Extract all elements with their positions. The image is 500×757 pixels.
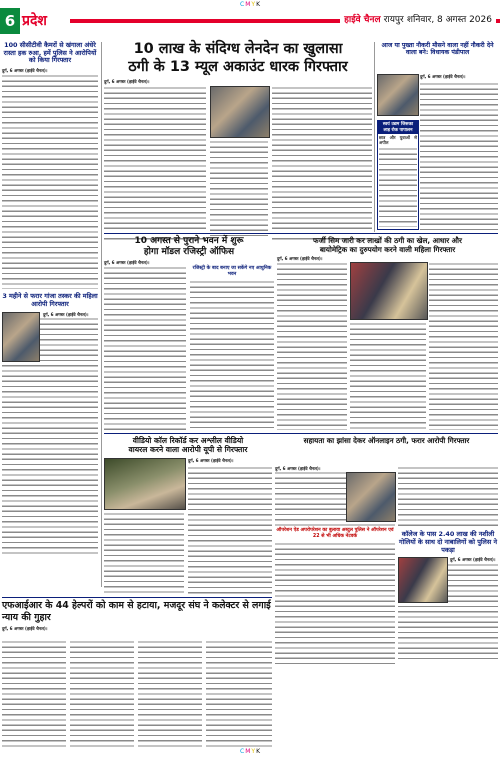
accused-group-photo (350, 262, 428, 320)
color-registration-bottom (240, 748, 261, 755)
section-title: प्रदेश (22, 13, 47, 29)
left-headline: 100 सीसीटीवी कैमरों से खंगाला अंधेरे रास्ता हक रुआ, हमें पुलिस ने आरोपियों को किया गिरफ्तार (3, 41, 97, 65)
video-call-story (104, 436, 272, 596)
story4-photo (104, 458, 186, 510)
story4-dateline: दुर्ग, 6 अगस्त (हाईवे चैनल)। (188, 458, 234, 463)
bottom-body-3 (138, 640, 202, 748)
story5-headline: सहायता का झांसा देकर ऑनलाइन ठगी, फरार आरोपी गिरफ्तार (303, 436, 470, 445)
story5-dateline: दुर्ग, 6 अगस्त (हाईवे चैनल)। (275, 466, 321, 471)
cmyk-c-bottom: C (240, 748, 246, 755)
column-divider (374, 42, 375, 232)
row-divider (104, 233, 498, 234)
right-top-body (420, 82, 498, 230)
story2-dateline: दुर्ग, 6 अगस्त (हाईवे चैनल)। (104, 260, 150, 265)
story3-body-2 (350, 322, 426, 430)
main-headline-line2: ठगी के 13 म्यूल अकाउंट धारक गिरफ्तार (128, 59, 348, 75)
cmyk-k-bottom: K (256, 748, 261, 755)
cmyk-k: K (256, 1, 261, 8)
mla-photo (377, 74, 419, 116)
story3-headline-line1: फर्जी सिम जारी कर लाखों की ठगी का खेल, आधार और (313, 236, 462, 245)
accused-woman-photo (2, 312, 40, 362)
story4-body (188, 466, 272, 594)
story6-dateline: दुर्ग, 6 अगस्त (हाईवे चैनल)। (450, 557, 496, 563)
story2-subhead: रजिस्ट्री के बाद बनाए जा सकेंगे नए आधुनिक भवन (192, 266, 272, 277)
paper-name: हाईवे चैनल (344, 15, 381, 25)
bottom-body-1 (2, 640, 66, 748)
page-number: 6 (0, 8, 20, 34)
bottom-headline: एफआईआर के 44 हेल्परों को काम से हटाया, मजदूर संघ ने कलेक्टर से लगाई न्याय की गुहार (2, 600, 271, 623)
paper-city: रायपुर (383, 15, 404, 25)
highlight-box-body (379, 147, 417, 227)
left-body-text (2, 74, 98, 289)
main-dateline: दुर्ग, 6 अगस्त (हाईवे चैनल)। (104, 79, 150, 84)
story3-headline-line2: बायोमेट्रिक का दुरुपयोग करने वाली महिला गिरफ्तार (319, 245, 456, 254)
main-story (104, 40, 372, 245)
column-divider (101, 42, 102, 587)
main-headline-line1: 10 लाख के संदिग्ध लेनदेन का खुलासा (133, 41, 343, 57)
page-header (0, 8, 500, 34)
story6-top-body (398, 466, 498, 528)
main-body-text (104, 86, 206, 241)
left-dateline: दुर्ग, 6 अगस्त (हाईवे चैनल)। (2, 67, 48, 73)
story3-body (277, 262, 347, 430)
story2-headline-line2: होगा मॉडल रजिस्ट्री ऑफिस (143, 247, 235, 257)
story3-body-3 (429, 262, 498, 430)
story5-body-2 (275, 542, 395, 667)
cmyk-y: Y (251, 1, 257, 8)
highlight-box (377, 120, 419, 230)
left-sub-headline: 3 महीने से फरार गांजा तस्कर की महिला आरोपी गिरफ्तार (2, 291, 98, 308)
cmyk-m-bottom: M (245, 748, 252, 755)
story4-headline-line1: वीडियो कॉल रिकॉर्ड कर अश्लील वीडियो (132, 436, 244, 445)
bottom-dateline: दुर्ग, 6 अगस्त (हाईवे चैनल)। (2, 626, 48, 632)
right-top-headline: आज या पुख्ता नौकरी मौसने वाला नहीं नौकरी देने वाला बने: विधायक पंडीपाल (381, 42, 494, 57)
row-divider (104, 433, 498, 434)
masthead (340, 10, 496, 30)
story3-dateline: दुर्ग, 6 अगस्त (हाईवे चैनल)। (277, 256, 323, 261)
story2-body (104, 266, 186, 431)
cmyk-m: M (245, 1, 252, 8)
paper-date: शनिवार, 8 अगस्त 2026 (406, 15, 492, 25)
bottom-story (2, 600, 274, 750)
cmyk-c: C (240, 1, 246, 8)
story2-headline-line1: 10 अगस्त से पुराने भवन में शुरू (134, 236, 244, 246)
bottom-body-2 (70, 640, 134, 748)
story4-body-2 (104, 512, 184, 594)
bottom-body-4 (206, 640, 272, 748)
left-column-story (2, 42, 98, 592)
right-top-story (377, 42, 498, 232)
highlight-box-text: छात्र और युवाओं से अपील (379, 135, 417, 146)
story5-photo (346, 472, 396, 522)
story5-subhead: ऑपरेशन ऐड अपरोपरेशन का बुलावा अब्दुल पुलिस ने ऑपरेशन एवं 22 से भी अधिक नेटवर्क (276, 528, 394, 539)
registry-office-story (104, 236, 274, 432)
right-top-dateline: दुर्ग, 6 अगस्त (हाईवे चैनल)। (420, 74, 466, 79)
row-divider (2, 597, 272, 598)
left-dateline-2: दुर्ग, 6 अगस्त (हाईवे चैनल)। (43, 312, 89, 318)
main-story-photo (210, 86, 270, 138)
cmyk-y-bottom: Y (251, 748, 257, 755)
main-body-text-2 (210, 140, 268, 240)
color-registration-top (240, 1, 261, 8)
story4-headline-line2: वायरल करने वाला आरोपी यूपी से गिरफ्तार (128, 445, 248, 455)
fake-sim-story (277, 236, 498, 432)
story6-headline: कॉलेज के पास 2.40 लाख की नशीली गोलियों के साथ दो नाबालिगों को पुलिस ने पकड़ा (399, 530, 497, 554)
main-body-text-3 (272, 86, 372, 241)
story2-body-2 (190, 280, 274, 431)
seized-pills-photo (398, 557, 448, 603)
college-drugs-story (398, 466, 498, 676)
highlight-box-title: स्वयं उद्यम जिसका लाइ रोक पापालन (378, 121, 418, 134)
